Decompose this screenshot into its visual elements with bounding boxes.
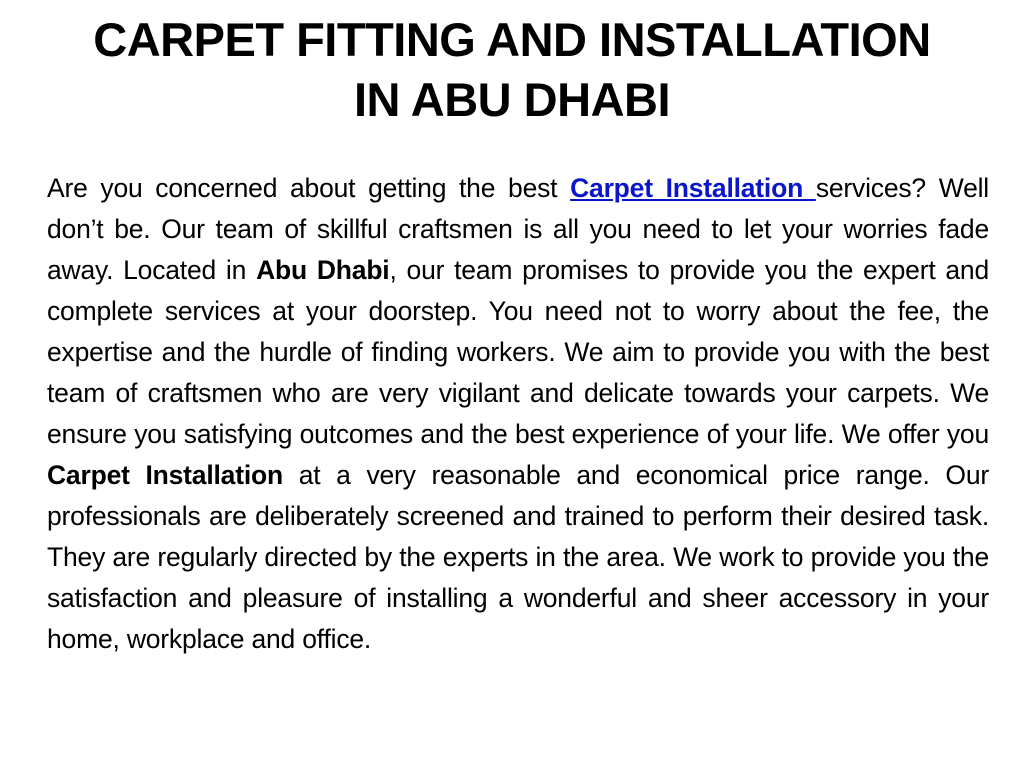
body-text-part-4: at a very reasonable and economical price range. Our professionals are deliberately screened and trained to perform their desired task. They are regularly directed by the experts in the area. We work to provide you the satisfaction and pleasure of installing a wonderful and sheer accessory in your home, workplace and office.	[47, 460, 989, 654]
title-line-1: CARPET FITTING AND INSTALLATION	[93, 13, 931, 66]
carpet-installation-link[interactable]: Carpet Installation	[570, 173, 816, 203]
title-line-2: IN ABU DHABI	[353, 73, 671, 126]
location-bold-text: Abu Dhabi	[256, 255, 390, 285]
body-text-part-3: , our team promises to provide you the expert and complete services at your doorstep. You need not to worry about the fee, the expertise and the hurdle of finding workers. We aim to provide you with the best team of craftsmen who are very vigilant and delicate towards your carpets. We ensure you satisfying outcomes and the best experience of your life. We offer you	[47, 255, 989, 449]
body-intro-text: Are you concerned about getting the best	[47, 173, 571, 203]
body-paragraph	[47, 168, 989, 660]
page-title	[40, 10, 984, 130]
body-text-part-2: services? Well don’t be. Our team of skillful craftsmen is all you need to let your worries fade away. Located in	[47, 173, 989, 285]
service-bold-text: Carpet Installation	[47, 460, 283, 490]
